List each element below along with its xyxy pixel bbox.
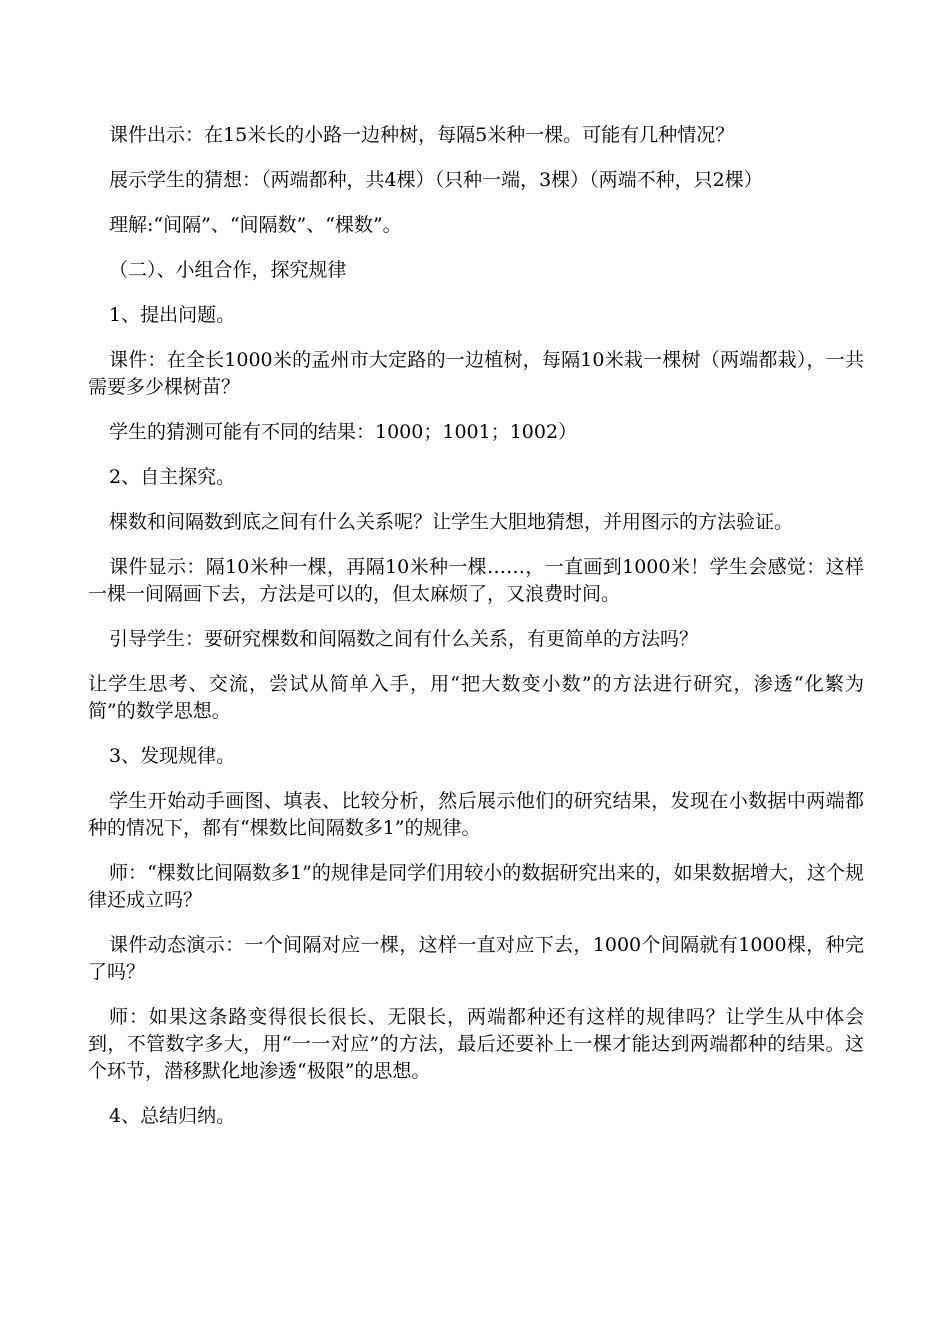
paragraph-12: 让学生思考、交流，尝试从简单入手，用“把大数变小数”的方法进行研究，渗透“化繁为简”的数学思想。 xyxy=(88,673,864,722)
section-heading: （二）、小组合作，探究规律 xyxy=(109,259,347,281)
step-heading-3: 3、发现规律。 xyxy=(109,745,236,767)
step-heading-1: 1、提出问题。 xyxy=(109,304,236,326)
paragraph-11: 引导学生：要研究棵数和间隔数之间有什么关系，有更简单的方法吗？ xyxy=(109,628,699,650)
paragraph-16: 课件动态演示：一个间隔对应一棵，这样一直对应下去，1000个间隔就有1000棵，种完了吗？ xyxy=(88,934,864,983)
paragraph-15: 师：“棵数比间隔数多1”的规律是同学们用较小的数据研究出来的，如果数据增大，这个规律还成立吗？ xyxy=(88,862,864,911)
step-heading-4: 4、总结归纳。 xyxy=(109,1105,236,1127)
step-heading-2: 2、自主探究。 xyxy=(109,466,236,488)
paragraph-9: 棵数和间隔数到底之间有什么关系呢？让学生大胆地猜想，并用图示的方法验证。 xyxy=(109,511,794,533)
paragraph-17: 师：如果这条路变得很长很长、无限长，两端都种还有这样的规律吗？让学生从中体会到，不管数字多大，用“一一对应”的方法，最后还要补上一棵才能达到两端都种的结果。这个环节，潜移默化地渗透“极限”的思想。 xyxy=(88,1006,864,1082)
paragraph-10: 课件显示：隔10米种一棵，再隔10米种一棵……，一直画到1000米！学生会感觉：这样一棵一间隔画下去，方法是可以的，但太麻烦了，又浪费时间。 xyxy=(88,556,864,605)
paragraph-1: 课件出示：在15米长的小路一边种树，每隔5米种一棵。可能有几种情况？ xyxy=(109,124,735,146)
document-page xyxy=(88,122,864,1148)
paragraph-7: 学生的猜测可能有不同的结果：1000；1001；1002） xyxy=(109,421,578,443)
paragraph-14: 学生开始动手画图、填表、比较分析，然后展示他们的研究结果，发现在小数据中两端都种的情况下，都有“棵数比间隔数多1”的规律。 xyxy=(88,790,864,839)
paragraph-3: 理解:“间隔”、“间隔数”、“棵数”。 xyxy=(109,214,402,236)
paragraph-6: 课件：在全长1000米的孟州市大定路的一边植树，每隔10米栽一棵树（两端都栽），一共需要多少棵树苗？ xyxy=(88,349,864,398)
paragraph-2: 展示学生的猜想：（两端都种，共4棵）（只种一端，3棵）（两端不种，只2棵） xyxy=(109,169,763,191)
